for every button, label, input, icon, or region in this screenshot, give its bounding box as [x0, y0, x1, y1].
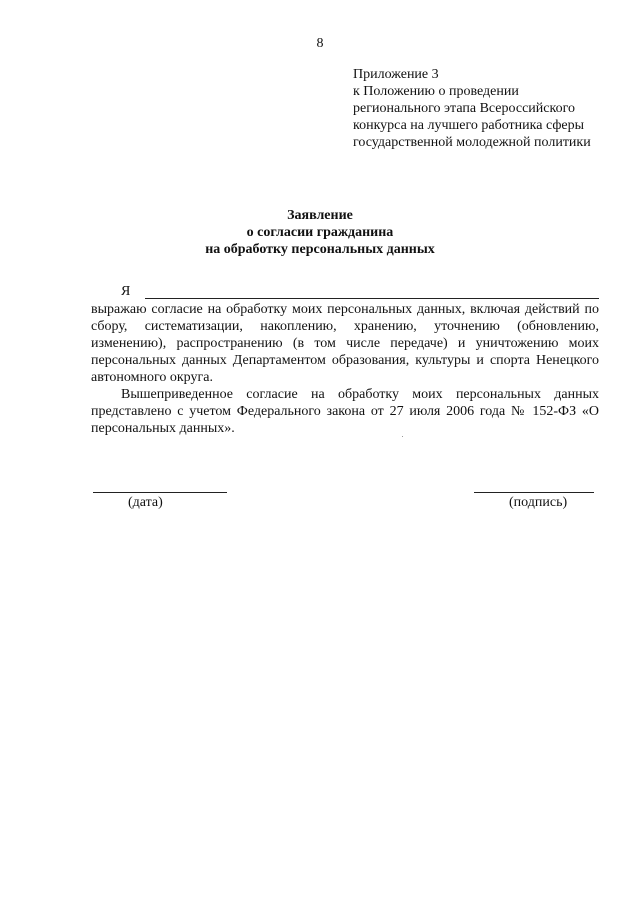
page-number: 8	[316, 36, 324, 51]
signature-label: (подпись)	[509, 495, 568, 510]
appendix-line: к Положению о проведении	[353, 84, 519, 99]
applicant-prefix: Я	[121, 284, 131, 299]
signature-line[interactable]	[474, 492, 594, 493]
appendix-block	[353, 66, 623, 151]
appendix-line: Приложение 3	[353, 67, 439, 82]
title-line: Заявление	[287, 208, 353, 223]
applicant-name-row	[121, 284, 599, 301]
consent-paragraph-1: выражаю согласие на обработку моих персональных данных, включая действий по сбору, систематизации, накоплению, хранению, уточнению (обновлению, изменению), распространению (в том числе передаче) и уничтожению моих персональных данных Департаментом образования, культуры и спорта Ненецкого автономного округа.	[91, 302, 599, 385]
date-signature-line[interactable]	[93, 492, 227, 493]
title-line: о согласии гражданина	[246, 225, 394, 240]
appendix-line: конкурса на лучшего работника сферы	[353, 118, 585, 133]
consent-body	[91, 301, 599, 437]
date-label: (дата)	[128, 495, 163, 510]
document-title	[0, 207, 640, 258]
appendix-line: регионального этапа Всероссийского	[353, 101, 575, 116]
title-line: на обработку персональных данных	[205, 242, 435, 257]
appendix-line: государственной молодежной политики	[353, 135, 591, 150]
applicant-name-field[interactable]	[145, 298, 599, 299]
scan-speck	[402, 436, 403, 437]
consent-paragraph-2: Вышеприведенное согласие на обработку моих персональных данных представлено с учетом Федерального закона от 27 июля 2006 года № 152-ФЗ «О персональных данных».	[91, 387, 599, 436]
